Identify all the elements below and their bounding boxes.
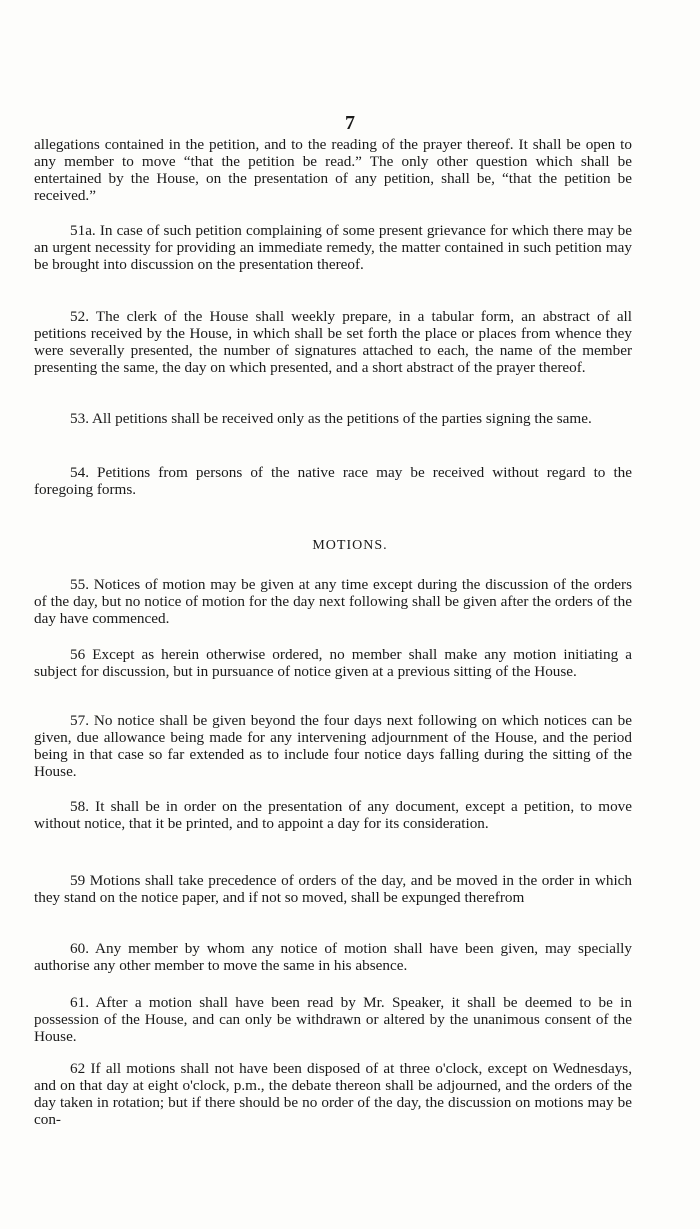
paragraph-53: 53. All petitions shall be received only as the petitions of the parties signing the same.	[70, 410, 592, 427]
paragraph-56: 56 Except as herein otherwise ordered, no member shall make any motion initiating a subject for discussion, but in pursuance of notice given at a previous sitting of the House.	[34, 646, 632, 680]
paragraph-55: 55. Notices of motion may be given at any time except during the discussion of the orders of the day, but no notice of motion for the day next following shall be given after the orders of the day have commenced.	[34, 576, 632, 627]
paragraph-62: 62 If all motions shall not have been disposed of at three o'clock, except on Wednesdays, and on that day at eight o'clock, p.m., the debate thereon shall be adjourned, and the orders of the day taken in rotation; but if there should be no order of the day, the discussion on motions may be con-	[34, 1060, 632, 1128]
paragraph-52: 52. The clerk of the House shall weekly prepare, in a tabular form, an abstract of all petitions received by the House, in which shall be set forth the place or places from whence they were severally presented, the number of signatures attached to each, the name of the member presenting the same, the day on which presented, and a short abstract of the prayer thereof.	[34, 308, 632, 376]
paragraph-54: 54. Petitions from persons of the native race may be received without regard to the foregoing forms.	[34, 464, 632, 498]
paragraph-51a: 51a. In case of such petition complaining of some present grievance for which there may be an urgent necessity for providing an immediate remedy, the matter contained in such petition may be brought into discussion on the presentation thereof.	[34, 222, 632, 273]
paragraph-59: 59 Motions shall take precedence of orders of the day, and be moved in the order in which they stand on the notice paper, and if not so moved, shall be expunged therefrom	[34, 872, 632, 906]
paragraph-58: 58. It shall be in order on the presentation of any document, except a petition, to move without notice, that it be printed, and to appoint a day for its consideration.	[34, 798, 632, 832]
paragraph-61: 61. After a motion shall have been read by Mr. Speaker, it shall be deemed to be in possession of the House, and can only be withdrawn or altered by the unanimous consent of the House.	[34, 994, 632, 1045]
section-heading-motions: MOTIONS.	[312, 538, 388, 553]
paragraph-60: 60. Any member by whom any notice of motion shall have been given, may specially authorise any other member to move the same in his absence.	[34, 940, 632, 974]
paragraph-continuation: allegations contained in the petition, and to the reading of the prayer thereof. It shall be open to any member to move “that the petition be read.” The only other question which shall be entertained by the House, on the presentation of any petition, shall be, “that the petition be received.”	[34, 136, 632, 204]
page-number: 7	[345, 112, 355, 134]
paragraph-57: 57. No notice shall be given beyond the four days next following on which notices can be given, due allowance being made for any intervening adjournment of the House, and the period being in that case so far extended as to include four notice days falling during the sitting of the House.	[34, 712, 632, 780]
